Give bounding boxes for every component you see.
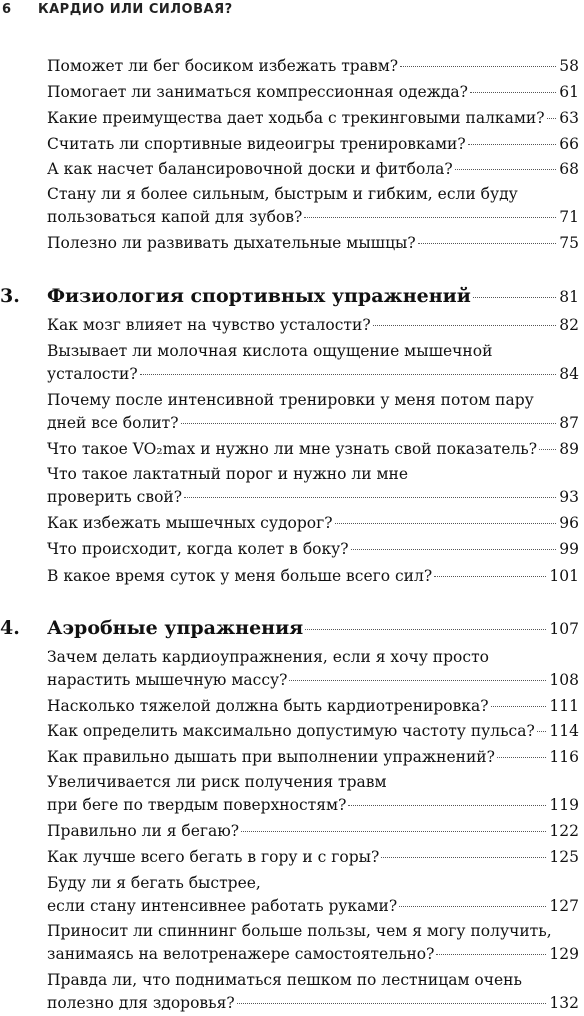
toc-page: 129	[549, 945, 579, 963]
dot-leader	[470, 92, 556, 93]
toc-text: Считать ли спортивные видеоигры тренировками?	[47, 135, 466, 153]
toc-entry[interactable]	[47, 314, 579, 337]
toc-line	[47, 512, 579, 535]
dot-leader	[181, 423, 557, 424]
toc-page: 93	[559, 488, 579, 506]
toc-text: Почему после интенсивной тренировки у меня потом пару	[47, 391, 534, 409]
toc-text: Стану ли я более сильным, быстрым и гибким, если буду	[47, 185, 518, 203]
toc-line	[47, 565, 579, 588]
toc-text: Какие преимущества дает ходьба с трекинговыми палками?	[47, 109, 545, 127]
toc-text: Зачем делать кардиоупражнения, если я хочу просто	[47, 648, 489, 666]
toc-entry[interactable]	[47, 463, 579, 509]
dot-leader	[335, 523, 557, 524]
dot-leader	[539, 449, 556, 450]
toc-page: 111	[549, 697, 579, 715]
toc-line	[47, 486, 579, 509]
toc-text: Как мозг влияет на чувство усталости?	[47, 316, 371, 334]
toc-page: 68	[559, 160, 579, 178]
toc-page: 61	[559, 83, 579, 101]
dot-leader	[184, 497, 556, 498]
toc-page: 116	[549, 748, 579, 766]
dot-leader	[455, 169, 557, 170]
chapter-title: Физиология спортивных упражнений	[47, 285, 471, 307]
dot-leader	[434, 576, 546, 577]
toc-text: нарастить мышечную массу?	[47, 671, 288, 689]
toc-page: 84	[559, 365, 579, 383]
toc-page: 127	[549, 897, 579, 915]
toc-text: Что такое лактатный порог и нужно ли мне	[47, 465, 409, 483]
toc-line	[47, 232, 579, 255]
toc-page: 107	[549, 620, 579, 638]
toc-line	[47, 746, 579, 769]
toc-page: 58	[559, 57, 579, 75]
toc-line	[47, 695, 579, 718]
dot-leader	[468, 144, 557, 145]
toc-entry[interactable]	[47, 846, 579, 869]
toc-text: Помогает ли заниматься компрессионная одежда?	[47, 83, 468, 101]
toc-text: Правильно ли я бегаю?	[47, 822, 240, 840]
toc-line	[47, 538, 579, 561]
toc-line	[47, 438, 579, 461]
toc-line	[47, 55, 579, 78]
dot-leader	[547, 118, 557, 119]
toc-line	[47, 363, 579, 386]
toc-line	[47, 846, 579, 869]
toc-line	[47, 820, 579, 843]
toc-text: Буду ли я бегать быстрее,	[47, 874, 261, 892]
toc-text: Как правильно дышать при выполнении упражнений?	[47, 748, 495, 766]
toc-entry[interactable]	[47, 565, 579, 588]
toc-text: В какое время суток у меня больше всего сил?	[47, 567, 433, 585]
chapter-number: 3.	[0, 285, 20, 307]
toc-page: 81	[559, 288, 579, 306]
toc-page: 101	[549, 567, 579, 585]
dot-leader	[399, 906, 546, 907]
dot-leader	[351, 549, 557, 550]
dot-leader	[497, 757, 546, 758]
toc-line	[47, 133, 579, 156]
toc-text: Вызывает ли молочная кислота ощущение мышечной	[47, 342, 493, 360]
toc-page: 125	[549, 848, 579, 866]
toc-text: полезно для здоровья?	[47, 994, 235, 1012]
toc-text: дней все болит?	[47, 414, 179, 432]
toc-text: Как избежать мышечных судорог?	[47, 514, 333, 532]
toc-line	[47, 107, 579, 130]
dot-leader	[305, 629, 546, 630]
dot-leader	[491, 706, 547, 707]
toc-entry[interactable]	[47, 340, 579, 386]
dot-leader	[436, 954, 546, 955]
toc-page: 75	[559, 234, 579, 252]
toc-page: 87	[559, 414, 579, 432]
toc-entry[interactable]	[47, 183, 579, 229]
toc-entry[interactable]	[47, 389, 579, 435]
dot-leader	[473, 297, 556, 298]
toc-entry[interactable]	[47, 746, 579, 769]
toc-page: 99	[559, 540, 579, 558]
toc-page: 82	[559, 316, 579, 334]
toc-entry[interactable]	[47, 720, 579, 743]
dot-leader	[348, 805, 546, 806]
toc-text: Поможет ли бег босиком избежать травм?	[47, 57, 399, 75]
dot-leader	[418, 243, 557, 244]
toc-entry[interactable]	[47, 771, 579, 817]
toc-text: Как лучше всего бегать в гору и с горы?	[47, 848, 380, 866]
toc-text: при беге по твердым поверхностям?	[47, 796, 347, 814]
toc-text: занимаясь на велотренажере самостоятельно?	[47, 945, 435, 963]
toc-text: Правда ли, что подниматься пешком по лестницам очень	[47, 971, 522, 989]
toc-text: Насколько тяжелой должна быть кардиотренировка?	[47, 697, 489, 715]
toc-text: Как определить максимально допустимую частоту пульса?	[47, 722, 535, 740]
page-number: 6	[2, 2, 12, 17]
toc-entry[interactable]	[47, 158, 579, 181]
dot-leader	[237, 1003, 547, 1004]
toc-page: 96	[559, 514, 579, 532]
toc-page: 122	[549, 822, 579, 840]
toc-page: 89	[559, 440, 579, 458]
dot-leader	[381, 857, 546, 858]
toc-line	[47, 206, 579, 229]
toc-line	[47, 412, 579, 435]
toc-entry[interactable]	[47, 646, 579, 692]
dot-leader	[241, 831, 546, 832]
toc-entry[interactable]	[47, 695, 579, 718]
toc-entry[interactable]	[47, 133, 579, 156]
toc-line	[47, 943, 579, 966]
toc-line	[47, 158, 579, 181]
toc-page: 132	[549, 994, 579, 1012]
dot-leader	[400, 66, 556, 67]
running-title: КАРДИО ИЛИ СИЛОВАЯ?	[38, 2, 233, 17]
toc-text: пользоваться капой для зубов?	[47, 208, 303, 226]
dot-leader	[537, 731, 547, 732]
chapter-number: 4.	[0, 617, 20, 639]
toc-page: 71	[559, 208, 579, 226]
toc-entry[interactable]	[47, 872, 579, 918]
toc-line	[47, 895, 579, 918]
toc-line	[47, 81, 579, 104]
toc-entry[interactable]	[47, 969, 579, 1015]
dot-leader	[140, 374, 557, 375]
running-head	[0, 2, 584, 20]
toc-line	[47, 669, 579, 692]
toc-text: Полезно ли развивать дыхательные мышцы?	[47, 234, 416, 252]
toc-entry[interactable]	[47, 512, 579, 535]
toc-text: Что такое VO₂max и нужно ли мне узнать свой показатель?	[47, 440, 538, 458]
dot-leader	[304, 217, 556, 218]
toc-entry[interactable]	[47, 538, 579, 561]
toc-entry[interactable]	[47, 107, 579, 130]
toc-entry[interactable]	[47, 232, 579, 255]
toc-line	[47, 794, 579, 817]
toc-text: Приносит ли спиннинг больше пользы, чем я могу получить,	[47, 922, 552, 940]
toc-text: Что происходит, когда колет в боку?	[47, 540, 349, 558]
toc-text: А как насчет балансировочной доски и фитбола?	[47, 160, 453, 178]
toc-line	[47, 314, 579, 337]
toc-page: 108	[549, 671, 579, 689]
toc-text: Увеличивается ли риск получения травм	[47, 773, 387, 791]
toc-text: если стану интенсивнее работать руками?	[47, 897, 398, 915]
toc-text: усталости?	[47, 365, 138, 383]
toc-page: 119	[549, 796, 579, 814]
toc-page: 63	[559, 109, 579, 127]
toc-page: 66	[559, 135, 579, 153]
dot-leader	[289, 680, 546, 681]
toc-entry[interactable]	[47, 55, 579, 78]
chapter-title: Аэробные упражнения	[47, 617, 304, 639]
toc-entry[interactable]	[47, 920, 579, 966]
toc-text: проверить свой?	[47, 488, 183, 506]
dot-leader	[373, 325, 557, 326]
toc-line	[47, 720, 579, 743]
toc-page: 114	[549, 722, 579, 740]
toc-entry[interactable]	[47, 438, 579, 461]
toc-line	[47, 992, 579, 1015]
toc-entry[interactable]	[47, 820, 579, 843]
toc-entry[interactable]	[47, 81, 579, 104]
